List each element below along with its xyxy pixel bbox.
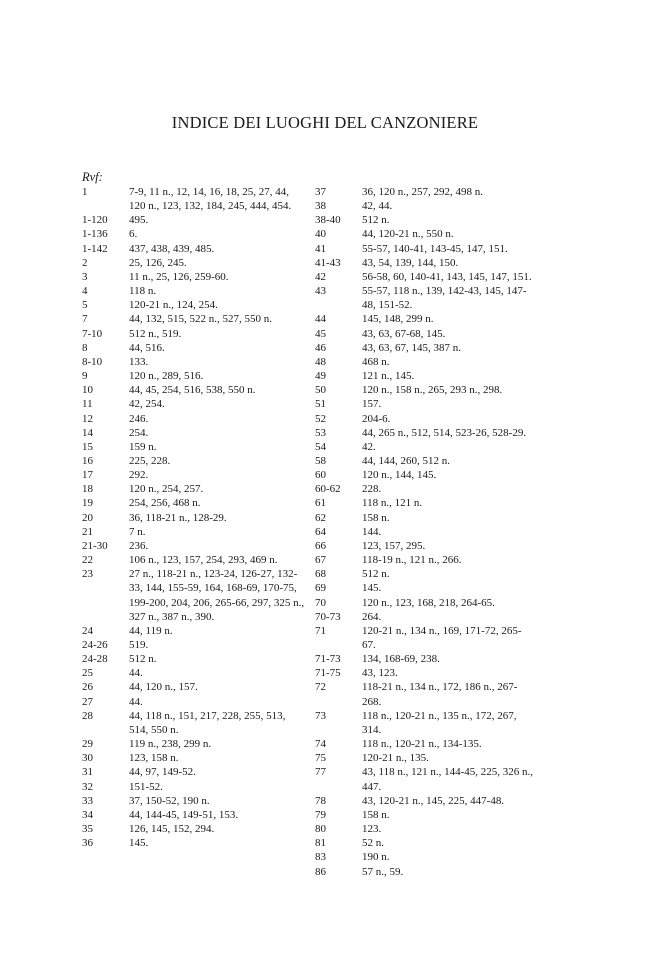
entry-number: 53 [315, 426, 326, 439]
entry-references: 55-57, 140-41, 143-45, 147, 151. [362, 242, 508, 255]
entry-references: 512 n. [129, 653, 157, 666]
entry-references: 43, 63, 67, 145, 387 n. [362, 341, 461, 354]
entry-references: 145. [129, 837, 149, 850]
index-entry [82, 312, 307, 326]
entry-references: 44, 120-21 n., 550 n. [362, 228, 454, 241]
entry-number: 70-73 [315, 610, 341, 623]
index-entry [315, 327, 535, 341]
entry-number: 30 [82, 752, 93, 765]
entry-number: 72 [315, 681, 326, 694]
index-entry [82, 426, 307, 440]
entry-references: 145, 148, 299 n. [362, 313, 434, 326]
index-entry [82, 383, 307, 397]
entry-number: 22 [82, 554, 93, 567]
index-entry [82, 666, 307, 680]
index-entry [82, 341, 307, 355]
index-entry [82, 412, 307, 426]
entry-number: 49 [315, 370, 326, 383]
index-entry [82, 695, 307, 709]
index-entry [315, 355, 535, 369]
entry-references: 56-58, 60, 140-41, 143, 145, 147, 151. [362, 270, 532, 283]
index-entry [315, 440, 535, 454]
entry-references: 118 n., 121 n. [362, 497, 423, 510]
index-entry [82, 765, 307, 779]
entry-references: 44, 144-45, 149-51, 153. [129, 808, 239, 821]
entry-number: 31 [82, 766, 93, 779]
entry-references: 292. [129, 469, 149, 482]
entry-references: 120-21 n., 124, 254. [129, 299, 218, 312]
index-entry [82, 808, 307, 822]
entry-references: 120 n., 158 n., 265, 293 n., 298. [362, 384, 503, 397]
entry-references: 123, 158 n. [129, 752, 179, 765]
index-entry [315, 624, 535, 652]
index-entry [82, 567, 307, 624]
entry-number: 71-73 [315, 653, 341, 666]
index-entry [82, 751, 307, 765]
entry-number: 83 [315, 851, 326, 864]
entry-number: 25 [82, 667, 93, 680]
entry-number: 60-62 [315, 483, 341, 496]
entry-number: 18 [82, 483, 93, 496]
entry-number: 28 [82, 709, 93, 722]
entry-number: 66 [315, 539, 326, 552]
entry-references: 118 n., 120-21 n., 134-135. [362, 738, 482, 751]
entry-references: 44, 265 n., 512, 514, 523-26, 528-29. [362, 426, 527, 439]
entry-number: 68 [315, 568, 326, 581]
entry-number: 69 [315, 582, 326, 595]
entry-number: 73 [315, 709, 326, 722]
entry-number: 60 [315, 469, 326, 482]
entry-number: 20 [82, 511, 93, 524]
index-entry [315, 666, 535, 680]
entry-number: 52 [315, 412, 326, 425]
entry-number: 86 [315, 865, 326, 878]
entry-references: 519. [129, 639, 149, 651]
index-entry [315, 680, 535, 708]
entry-number: 35 [82, 823, 93, 836]
entry-number: 17 [82, 469, 93, 482]
index-entry [82, 652, 307, 666]
index-entry [82, 794, 307, 808]
entry-number: 38 [315, 200, 326, 213]
entry-references: 512 n. [362, 214, 390, 227]
entry-references: 121 n., 145. [362, 370, 415, 383]
entry-number: 36 [82, 837, 93, 850]
entry-number: 71-75 [315, 667, 341, 680]
index-entry [315, 482, 535, 496]
entry-references: 57 n., 59. [362, 865, 404, 878]
index-column-left [82, 185, 307, 850]
index-entry [315, 581, 535, 595]
index-entry [82, 284, 307, 298]
entry-references: 120 n., 289, 516. [129, 370, 204, 383]
entry-references: 468 n. [362, 355, 390, 368]
entry-number: 79 [315, 808, 326, 821]
index-entry [315, 213, 535, 227]
entry-number: 8 [82, 341, 88, 354]
index-entry [315, 227, 535, 241]
entry-references: 44, 119 n. [129, 624, 173, 637]
entry-number: 62 [315, 511, 326, 524]
index-entry [82, 440, 307, 454]
index-entry [82, 737, 307, 751]
entry-number: 51 [315, 398, 326, 411]
index-entry [82, 369, 307, 383]
entry-number: 26 [82, 681, 93, 694]
index-entry [315, 511, 535, 525]
index-entry [315, 610, 535, 624]
entry-number: 8-10 [82, 355, 103, 368]
entry-references: 118-19 n., 121 n., 266. [362, 554, 462, 567]
entry-number: 42 [315, 270, 326, 283]
entry-references: 27 n., 118-21 n., 123-24, 126-27, 132-33, 144, 155-59, 164, 168-69, 170-75, 199-200, 204, 206, 265-66, 297, 325 n., 327 n., 387 n., 390. [129, 568, 305, 623]
index-entry [315, 397, 535, 411]
index-entry [315, 270, 535, 284]
index-entry [82, 822, 307, 836]
entry-number: 33 [82, 794, 93, 807]
index-entry [315, 751, 535, 765]
entry-number: 77 [315, 766, 326, 779]
entry-number: 19 [82, 497, 93, 510]
entry-references: 254. [129, 426, 149, 439]
entry-references: 43, 123. [362, 667, 398, 680]
entry-number: 15 [82, 440, 93, 453]
entry-references: 42, 44. [362, 200, 393, 213]
entry-references: 36, 120 n., 257, 292, 498 n. [362, 186, 483, 198]
index-entry [82, 270, 307, 284]
entry-references: 123, 157, 295. [362, 539, 426, 552]
entry-references: 43, 63, 67-68, 145. [362, 327, 446, 340]
entry-references: 158 n. [362, 808, 390, 821]
entry-number: 32 [82, 780, 93, 793]
entry-number: 27 [82, 695, 93, 708]
entry-number: 2 [82, 256, 88, 269]
entry-references: 118 n., 120-21 n., 135 n., 172, 267, 314. [362, 709, 517, 736]
index-entry [315, 341, 535, 355]
entry-number: 70 [315, 596, 326, 609]
index-entry [82, 511, 307, 525]
entry-references: 120-21 n., 135. [362, 752, 429, 765]
entry-references: 437, 438, 439, 485. [129, 242, 215, 255]
entry-references: 228. [362, 483, 382, 496]
entry-references: 190 n. [362, 851, 390, 864]
entry-number: 41 [315, 242, 326, 255]
index-entry [82, 525, 307, 539]
index-entry [315, 553, 535, 567]
index-entry [315, 709, 535, 737]
entry-references: 204-6. [362, 412, 391, 425]
index-entry [82, 355, 307, 369]
index-entry [82, 539, 307, 553]
entry-references: 120 n., 254, 257. [129, 483, 204, 496]
entry-references: 123. [362, 823, 382, 836]
entry-number: 40 [315, 228, 326, 241]
index-entry [315, 525, 535, 539]
entry-number: 21 [82, 525, 93, 538]
entry-number: 41-43 [315, 256, 341, 269]
entry-references: 158 n. [362, 511, 390, 524]
entry-references: 44, 118 n., 151, 217, 228, 255, 513, 514, 550 n. [129, 709, 286, 736]
index-entry [82, 242, 307, 256]
entry-references: 7-9, 11 n., 12, 14, 16, 18, 25, 27, 44, 120 n., 123, 132, 184, 245, 444, 454. [129, 186, 292, 213]
entry-number: 61 [315, 497, 326, 510]
entry-number: 80 [315, 823, 326, 836]
index-entry [315, 567, 535, 581]
entry-number: 4 [82, 285, 88, 298]
index-entry [315, 383, 535, 397]
index-entry [82, 709, 307, 737]
entry-references: 145. [362, 582, 382, 595]
entry-references: 43, 120-21 n., 145, 225, 447-48. [362, 794, 505, 807]
entry-references: 44, 45, 254, 516, 538, 550 n. [129, 384, 256, 397]
entry-references: 7 n. [129, 525, 146, 538]
entry-number: 50 [315, 384, 326, 397]
index-entry [315, 199, 535, 213]
index-column-right [315, 185, 535, 879]
page-title: INDICE DEI LUOGHI DEL CANZONIERE [171, 113, 479, 132]
entry-number: 5 [82, 299, 88, 312]
entry-references: 11 n., 25, 126, 259-60. [129, 270, 229, 283]
entry-references: 106 n., 123, 157, 254, 293, 469 n. [129, 554, 278, 567]
index-entry [82, 256, 307, 270]
entry-references: 236. [129, 539, 149, 552]
entry-references: 495. [129, 214, 149, 227]
entry-references: 118 n. [129, 285, 157, 298]
index-entry [315, 496, 535, 510]
entry-references: 42, 254. [129, 398, 165, 411]
index-entry [82, 397, 307, 411]
entry-references: 25, 126, 245. [129, 256, 187, 269]
entry-references: 512 n. [362, 568, 390, 581]
index-entry [315, 822, 535, 836]
entry-references: 44, 144, 260, 512 n. [362, 454, 450, 467]
entry-references: 126, 145, 152, 294. [129, 823, 215, 836]
index-entry [315, 468, 535, 482]
entry-references: 52 n. [362, 837, 384, 850]
entry-references: 144. [362, 525, 382, 538]
entry-number: 24-26 [82, 639, 108, 651]
entry-references: 6. [129, 228, 138, 241]
entry-number: 14 [82, 426, 93, 439]
entry-number: 11 [82, 398, 93, 411]
entry-number: 7 [82, 313, 88, 326]
entry-number: 12 [82, 412, 93, 425]
index-entry [315, 454, 535, 468]
entry-number: 23 [82, 568, 93, 581]
index-entry [315, 836, 535, 850]
entry-number: 1-136 [82, 228, 108, 241]
entry-number: 64 [315, 525, 326, 538]
entry-number: 24 [82, 624, 93, 637]
index-entry [315, 794, 535, 808]
index-entry [82, 468, 307, 482]
index-entry [315, 765, 535, 793]
entry-references: 44, 132, 515, 522 n., 527, 550 n. [129, 313, 272, 326]
entry-references: 44, 120 n., 157. [129, 681, 198, 694]
entry-references: 159 n. [129, 440, 157, 453]
index-entry [315, 652, 535, 666]
entry-number: 46 [315, 341, 326, 354]
entry-number: 9 [82, 370, 88, 383]
index-entry [82, 482, 307, 496]
entry-number: 78 [315, 794, 326, 807]
entry-number: 54 [315, 440, 326, 453]
entry-number: 45 [315, 327, 326, 340]
entry-number: 7-10 [82, 327, 103, 340]
index-entry [315, 737, 535, 751]
entry-number: 1-120 [82, 214, 108, 227]
entry-references: 264. [362, 610, 382, 623]
entry-number: 58 [315, 454, 326, 467]
entry-number: 16 [82, 454, 93, 467]
index-entry [82, 327, 307, 341]
index-entry [315, 596, 535, 610]
entry-references: 42. [362, 440, 376, 453]
entry-number: 44 [315, 313, 326, 326]
index-entry [315, 426, 535, 440]
entry-number: 38-40 [315, 214, 341, 227]
index-entry [315, 242, 535, 256]
index-entry [82, 836, 307, 850]
entry-references: 36, 118-21 n., 128-29. [129, 511, 227, 524]
entry-references: 512 n., 519. [129, 327, 182, 340]
index-entry [82, 298, 307, 312]
index-entry [315, 865, 535, 879]
entry-references: 246. [129, 412, 149, 425]
entry-number: 10 [82, 384, 93, 397]
entry-number: 75 [315, 752, 326, 765]
entry-references: 55-57, 118 n., 139, 142-43, 145, 147-48, 151-52. [362, 285, 527, 312]
index-entry [82, 496, 307, 510]
entry-references: 43, 54, 139, 144, 150. [362, 256, 459, 269]
entry-number: 21-30 [82, 539, 108, 552]
entry-number: 67 [315, 554, 326, 567]
index-entry [82, 227, 307, 241]
entry-number: 29 [82, 738, 93, 751]
entry-references: 119 n., 238, 299 n. [129, 738, 212, 751]
entry-number: 1-142 [82, 242, 108, 255]
entry-number: 71 [315, 624, 326, 637]
entry-references: 133. [129, 355, 149, 368]
entry-references: 37, 150-52, 190 n. [129, 794, 210, 807]
index-entry [82, 213, 307, 227]
entry-number: 1 [82, 186, 88, 198]
entry-number: 3 [82, 270, 88, 283]
entry-references: 120 n., 123, 168, 218, 264-65. [362, 596, 495, 609]
index-entry [315, 808, 535, 822]
index-entry [315, 539, 535, 553]
index-entry [82, 185, 307, 213]
entry-number: 24-28 [82, 653, 108, 666]
entry-number: 34 [82, 808, 93, 821]
index-entry [82, 680, 307, 694]
entry-number: 74 [315, 738, 326, 751]
section-label: Rvf: [82, 170, 103, 184]
entry-references: 43, 118 n., 121 n., 144-45, 225, 326 n., 447. [362, 766, 534, 793]
entry-references: 254, 256, 468 n. [129, 497, 201, 510]
index-entry [315, 256, 535, 270]
index-entry [315, 412, 535, 426]
index-entry [82, 624, 307, 638]
entry-references: 157. [362, 398, 382, 411]
entry-references: 44, 97, 149-52. [129, 766, 196, 779]
index-entry [315, 850, 535, 864]
index-entry [315, 369, 535, 383]
entry-references: 44. [129, 667, 143, 680]
index-entry [82, 454, 307, 468]
entry-references: 134, 168-69, 238. [362, 653, 440, 666]
entry-references: 151-52. [129, 780, 163, 793]
entry-references: 120-21 n., 134 n., 169, 171-72, 265-67. [362, 624, 522, 651]
entry-references: 120 n., 144, 145. [362, 469, 437, 482]
index-entry [82, 638, 307, 652]
entry-number: 37 [315, 186, 326, 198]
entry-references: 44. [129, 695, 143, 708]
index-entry [315, 312, 535, 326]
index-entry [315, 284, 535, 312]
entry-references: 118-21 n., 134 n., 172, 186 n., 267-268. [362, 681, 518, 708]
entry-number: 43 [315, 285, 326, 298]
entry-references: 44, 516. [129, 341, 165, 354]
entry-number: 48 [315, 355, 326, 368]
index-entry [82, 780, 307, 794]
entry-references: 225, 228. [129, 454, 171, 467]
index-entry [315, 185, 535, 199]
index-entry [82, 553, 307, 567]
entry-number: 81 [315, 837, 326, 850]
